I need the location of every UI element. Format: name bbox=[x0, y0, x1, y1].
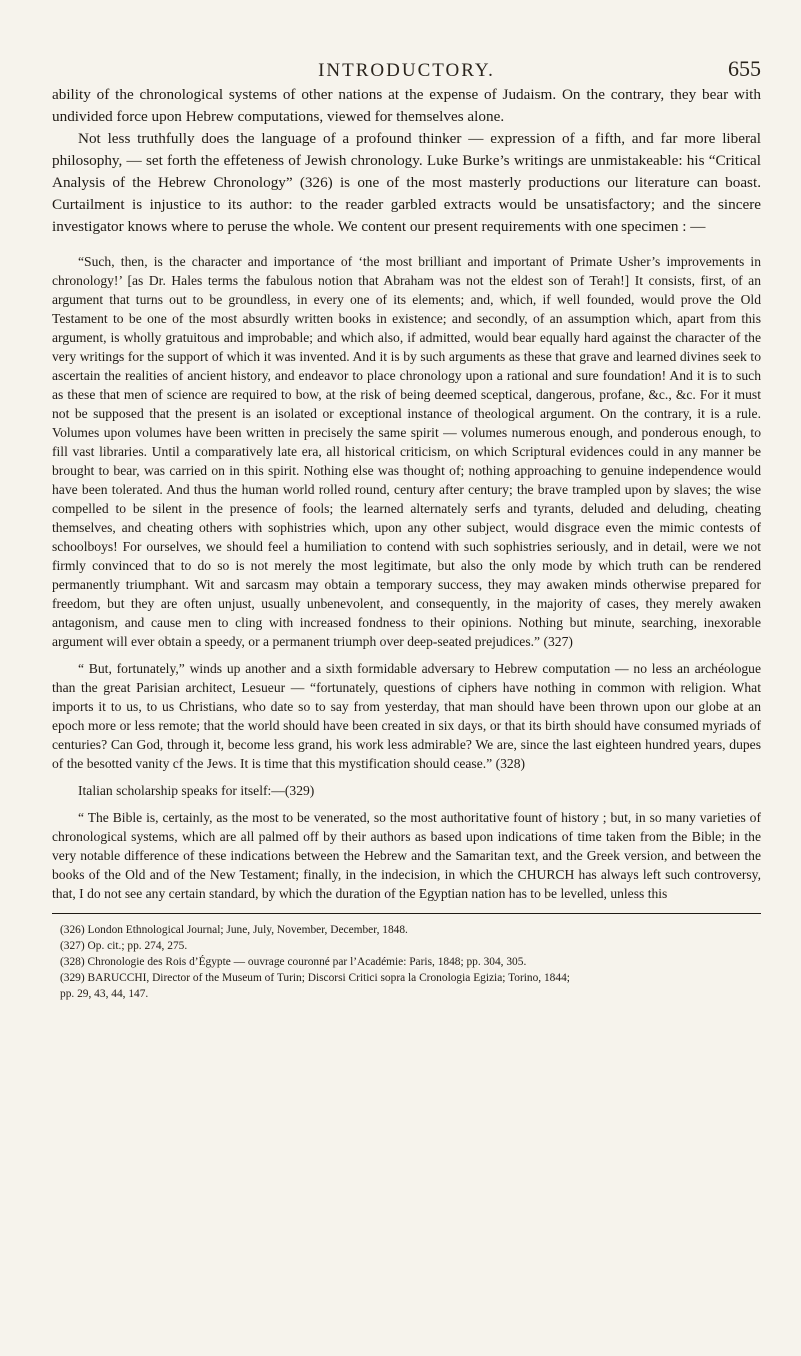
footnotes bbox=[52, 922, 761, 1002]
footnote-329: (329) BARUCCHI, Director of the Museum of Turin; Discorsi Critici sopra la Cronologia Egizia; Torino, 1844; bbox=[60, 972, 570, 984]
paragraph-continuation: ability of the chronological systems of other nations at the expense of Judaism. On the contrary, they bear with undivided force upon Hebrew computations, viewed for themselves alone. bbox=[52, 86, 761, 125]
paragraph-burke: Not less truthfully does the language of a profound thinker — expression of a fifth, and far more liberal philosophy, — set forth the effeteness of Jewish chronology. Luke Burke’s writings are unmistakeable: his “Critical Analysis of the Hebrew Chronology” (326) is one of the most masterly productions our literature can boast. Curtailment is injustice to its author: to the reader garbled extracts would be unsatisfactory; and the sincere investigator knows where to peruse the whole. We content our present requirements with one specimen : — bbox=[52, 130, 761, 235]
page-number: 655 bbox=[728, 56, 761, 81]
main-text bbox=[52, 84, 761, 238]
quote-burke: “Such, then, is the character and importance of ‘the most brilliant and important of Primate Usher’s improvements in chronology!’ [as Dr. Hales terms the fabulous notion that Abraham was not the eldest son of Terah!] It consists, first, of an argument that turns out to be groundless, in every one of its elements; and, which, if well founded, would prove the Old Testament to be one of the most absurdly written books in existence; and secondly, of an assumption which, apart from this argument, is wholly gratuitous and improbable; and which also, if admitted, would bear equally hard against the character of the very writings for the support of which it was invented. And it is by such arguments as these that grave and learned divines seek to ascertain the realities of ancient history, and endeavor to place chronology upon a rational and sure foundation! And it is to such as these that men of science are required to bow, at the risk of being deemed sceptical, dangerous, profane, &c., &c. For it must not be supposed that the present is an isolated or exceptional instance of theological argument. On the contrary, it is a rule. Volumes upon volumes have been written in precisely the same spirit — volumes numerous enough, and ponderous enough, to fill vast libraries. Until a comparatively late era, all historical criticism, on which Scriptural evidences could in any manner be brought to bear, was carried on in this spirit. Nothing else was thought of; nothing approaching to genuine independence would have been tolerated. And thus the human world rolled round, century after century; the brave trampled upon by slaves; the wise compelled to be silent in the presence of fools; the learned alternately serfs and tyrants, deluded and deluding, cheating themselves, and cheating others with sophistries which, upon any other subject, would disgrace even the mimic contests of schoolboys! For ourselves, we should feel a humiliation to contend with such sophistries seriously, and in detail, were we not firmly convinced that to do so is not merely the most legitimate, but also the only mode by which truth can be rendered permanently triumphant. Wit and sarcasm may obtain a temporary success, they may awaken minds otherwise prepared for freedom, but they are often unjust, usually unbenevolent, and consequently, in the majority of cases, they merely awaken antagonism, and cause men to cling with increased fondness to their opinions. Nothing but minute, searching, inexorable argument will ever obtain a speedy, or a permanent triumph over deep-seated prejudices.” (327) bbox=[52, 254, 761, 649]
quote-barucchi: “ The Bible is, certainly, as the most to be venerated, so the most authoritative fount of history ; but, in so many varieties of chronological systems, which are all palmed off by their authors as based upon indications of time taken from the Bible; in the very notable difference of these indications between the Hebrew and the Samaritan text, and the Greek version, and between the books of the Old and of the New Testament; finally, in the indecision, in which the CHURCH has always left such controversy, that, I do not see any certain standard, by which the duration of the Egyptian nation has to be levelled, unless this bbox=[52, 810, 761, 901]
footnote-326: (326) London Ethnological Journal; June, July, November, December, 1848. bbox=[60, 924, 408, 936]
italian-scholarship-line: Italian scholarship speaks for itself:—(329) bbox=[78, 783, 315, 798]
footnote-329-continued: pp. 29, 43, 44, 147. bbox=[60, 988, 149, 1000]
footnote-327: (327) Op. cit.; pp. 274, 275. bbox=[60, 940, 188, 952]
footnote-divider bbox=[52, 913, 761, 914]
quote-lesueur: “ But, fortunately,” winds up another and a sixth formidable adversary to Hebrew computation — no less an archéologue than the great Parisian architect, Lesueur — “fortunately, questions of ciphers have nothing in common with religion. What imports it to us, to us Christians, who date so to say from yesterday, that man should have been thrown upon our globe at an epoch more or less remote; that the world should have been created in six days, or that its birth should have consumed myriads of centuries? Can God, through it, become less grand, his work less admirable? We are, since the last eighteen hundred years, dupes of the besotted vanity cf the Jews. It is time that this mystification should cease.” (328) bbox=[52, 661, 761, 771]
page-header bbox=[52, 0, 761, 84]
quoted-extracts bbox=[52, 252, 761, 903]
footnote-328: (328) Chronologie des Rois d’Égypte — ouvrage couronné par l’Académie: Paris, 1848; pp. 304, 305. bbox=[60, 956, 527, 968]
running-head: INTRODUCTORY. bbox=[318, 60, 495, 81]
